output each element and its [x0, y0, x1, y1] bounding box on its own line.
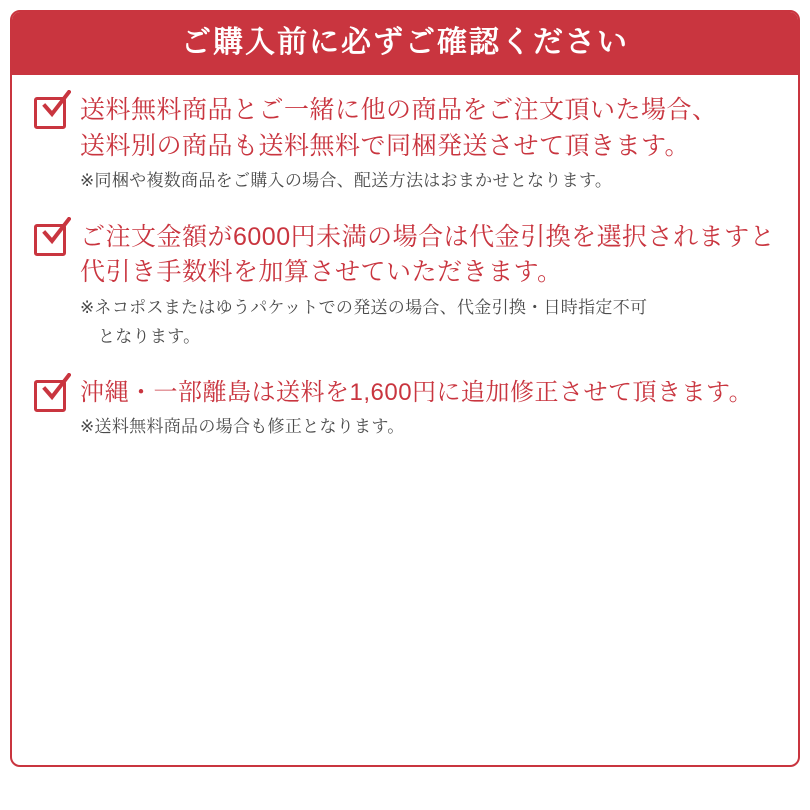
notice-main-line: 沖縄・一部離島は送料を1,600円に追加修正させて頂きます。	[80, 378, 754, 406]
check-icon	[41, 217, 71, 247]
notice-item-text	[80, 220, 776, 350]
check-icon	[41, 90, 71, 120]
notice-item	[34, 220, 776, 350]
notice-sub-line: ※同梱や複数商品をご購入の場合、配送方法はおまかせとなります。	[80, 171, 613, 190]
notice-main-line: 代引き手数料を加算させていただきます。	[80, 258, 563, 286]
checkbox-icon	[34, 224, 66, 256]
notice-body	[12, 75, 798, 765]
notice-item-text	[80, 93, 776, 194]
notice-item	[34, 376, 776, 440]
notice-sub-line-continued: となります。	[98, 327, 201, 346]
notice-item	[34, 93, 776, 194]
checkbox-icon	[34, 97, 66, 129]
notice-main-line: 送料無料商品とご一緒に他の商品をご注文頂いた場合、	[80, 96, 718, 124]
notice-item-text	[80, 376, 776, 440]
notice-card	[10, 10, 800, 767]
notice-sub-line	[80, 324, 776, 350]
notice-sub-line: ※ネコポスまたはゆうパケットでの発送の場合、代金引換・日時指定不可	[80, 297, 648, 317]
checkbox-icon	[34, 380, 66, 412]
checkbox-wrap	[34, 220, 80, 256]
checkbox-wrap	[34, 93, 80, 129]
notice-main-line: ご注文金額が6000円未満の場合は代金引換を選択されますと	[80, 222, 776, 251]
notice-sub-line: ※送料無料商品の場合も修正となります。	[80, 416, 405, 436]
notice-main-line: 送料別の商品も送料無料で同梱発送させて頂きます。	[80, 131, 691, 160]
check-icon	[41, 373, 71, 403]
notice-header	[12, 12, 798, 75]
page-title: ご購入前に必ずご確認ください	[181, 26, 629, 59]
checkbox-wrap	[34, 376, 80, 412]
